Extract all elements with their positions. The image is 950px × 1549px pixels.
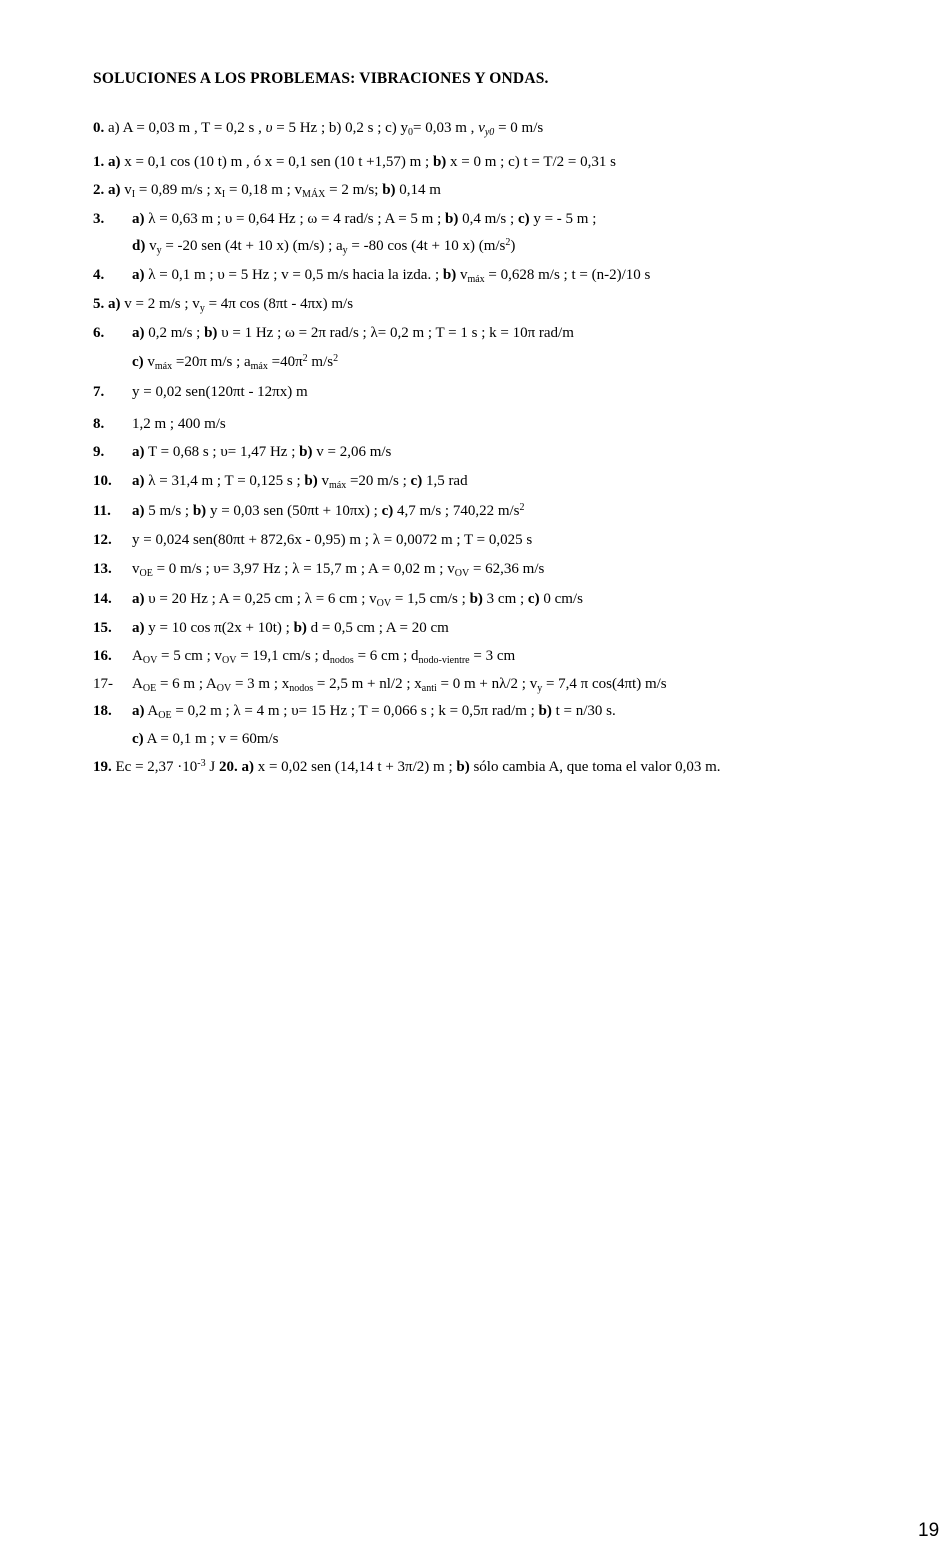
solution-14: 14. a) υ = 20 Hz ; A = 0,25 cm ; λ = 6 cm ; $v_{OV} = 1,5$ cm/s ; b) 3 cm ; c) 0 cm/s: [93, 591, 583, 609]
solution-number: 13.: [93, 561, 112, 577]
page-title: SOLUCIONES A LOS PROBLEMAS: VIBRACIONES Y ONDAS.: [93, 70, 549, 87]
solution-number: 18.: [93, 703, 112, 719]
solution-19-20: 19. $Ec = 2,37 \cdot 10^{-3}$ J 20. a) x = 0,02 sen (14,14 t + 3π/2) m ; b) sólo cambia A, que toma el valor 0,03 m.: [93, 758, 721, 775]
solution-number: 20. a): [218, 759, 254, 775]
solution-18: 18. a) $A_{OE} = 0,2$ m ; λ = 4 m ; υ= 15 Hz ; T = 0,066 s ; k = 0,5π rad/m ; b) t = n/30 s.: [93, 703, 616, 721]
solution-6: 6. a) 0,2 m/s ; b) υ = 1 Hz ; ω = 2π rad/s ; λ= 0,2 m ; T = 1 s ; k = 10π rad/m: [93, 325, 574, 341]
solution-number: 8.: [93, 416, 105, 432]
solution-number: 19.: [93, 759, 112, 775]
solution-number: 12.: [93, 532, 112, 548]
solution-number: 4.: [93, 267, 105, 283]
solution-0: 0. a) A = 0,03 m , T = 0,2 s , υ = 5 Hz ; b) 0,2 s ; c) $y_0= 0,03$ m , $v_{y0} = 0$ m/s: [93, 120, 544, 138]
solution-number: 10.: [93, 473, 112, 489]
solution-12: 12. y = 0,024 sen(80πt + 872,6x - 0,95) m ; λ = 0,0072 m ; T = 0,025 s: [93, 532, 533, 548]
solution-13: 13. $v_{OE} = 0$ m/s ; υ= 3,97 Hz ; λ = 15,7 m ; A = 0,02 m ; $v_{OV} = 62,36$ m/s: [93, 561, 545, 579]
solution-number: 15.: [93, 620, 112, 636]
solution-number: 5.: [93, 296, 105, 312]
solution-number: 11.: [93, 503, 111, 519]
solution-7: 7. y = 0,02 sen(120πt - 12πx) m: [93, 384, 308, 400]
solution-15: 15. a) y = 10 cos π(2x + 10t) ; b) d = 0,5 cm ; A = 20 cm: [93, 620, 449, 636]
solution-9: 9. a) T = 0,68 s ; υ= 1,47 Hz ; b) v = 2,06 m/s: [93, 444, 392, 460]
solution-16: 16. $A_{OV} = 5$ cm ; $v_{OV} = 19,1$ cm/s ; $d_{nodos} = 6$ cm ; $d_{nodo-vientre} = 3$ cm: [93, 648, 516, 666]
page-number: 19: [918, 1520, 940, 1541]
solution-3-d: d) $v_y = -20$ sen (4t + 10 x) (m/s) ; $a_y = -80$ cos (4t + 10 x) $(m/s^2)$: [132, 237, 516, 256]
solution-3: 3. a) λ = 0,63 m ; υ = 0,64 Hz ; ω = 4 rad/s ; A = 5 m ; b) 0,4 m/s ; c) y = - 5 m ;: [93, 211, 597, 227]
solution-4: 4. a) λ = 0,1 m ; υ = 5 Hz ; v = 0,5 m/s hacia la izda. ; b) $v_{máx} = 0,628$ m/s ; t = (n-2)/10 s: [93, 267, 651, 285]
solution-10: 10. a) λ = 31,4 m ; T = 0,125 s ; b) $v_{máx} =20$ m/s ; c) 1,5 rad: [93, 473, 468, 491]
solution-5: 5. a) v = 2 m/s ; $v_y = 4\pi$ cos (8πt - 4πx) m/s: [93, 296, 354, 314]
solution-11: 11. a) 5 m/s ; b) y = 0,03 sen (50πt + 10πx) ; c) 4,7 m/s ; 740,22 $m/s^2$: [93, 502, 525, 519]
solution-2: 2. a) $v_I = 0,89$ m/s ; $x_I = 0,18$ m ; $v_{MÁX} = 2$ m/s; b) 0,14 m: [93, 182, 441, 200]
solution-8: 8. 1,2 m ; 400 m/s: [93, 416, 226, 432]
solution-number: 1.: [93, 154, 105, 170]
solution-number: 6.: [93, 325, 105, 341]
solution-17: 17- $A_{OE} = 6$ m ; $A_{OV} = 3$ m ; $x_{nodos} = 2,5$ m + nl/2 ; $x_{anti} = 0$ m + nλ/2 ; $v_y = 7,4$ π cos(4πt) m/s: [93, 676, 667, 694]
solution-number: 2.: [93, 182, 105, 198]
solution-number: 3.: [93, 211, 105, 227]
solution-number: 16.: [93, 648, 112, 664]
solution-number: 0.: [93, 120, 105, 136]
solution-number: 7.: [93, 384, 105, 400]
solution-18-c: c) A = 0,1 m ; v = 60m/s: [132, 731, 279, 747]
solution-6-c: c) $v_{máx} =20\pi$ m/s ; $a_{máx} =40\pi^2$ $m/s^2$: [132, 353, 339, 372]
solution-number: 14.: [93, 591, 112, 607]
solution-number: 17-: [93, 676, 113, 692]
solution-1: 1. a) x = 0,1 cos (10 t) m , ó x = 0,1 sen (10 t +1,57) m ; b) x = 0 m ; c) t = T/2 = 0,31 s: [93, 154, 616, 170]
solution-number: 9.: [93, 444, 105, 460]
